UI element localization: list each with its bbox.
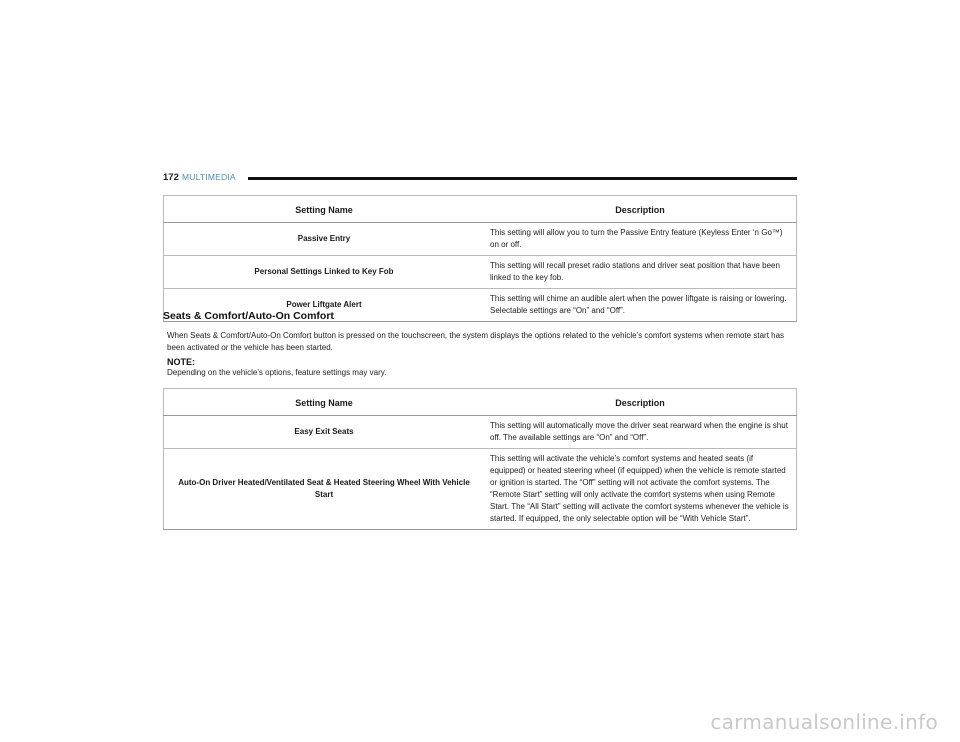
setting-name-cell: Passive Entry [164,223,485,256]
page-header [163,172,797,186]
page-number: 172 [163,172,179,183]
section-paragraph: When Seats & Comfort/Auto-On Comfort button is pressed on the touchscreen, the system displays the options related to the vehicle’s comfort systems when remote start has been activated or the vehicle has been started. [167,331,785,352]
note-text: Depending on the vehicle’s options, feature settings may vary. [167,368,387,377]
table-header-row [164,389,797,416]
table-header-row [164,196,797,223]
setting-name-cell: Power Liftgate Alert [164,289,485,322]
setting-name-cell: Easy Exit Seats [164,416,485,449]
table-row [164,223,797,256]
settings-table-2 [163,388,797,530]
setting-description-cell: This setting will chime an audible alert when the power liftgate is raising or lowering. Selectable settings are “On” and “Off”. [484,289,797,322]
watermark: carmanualsonline.info [710,710,938,734]
table-row [164,449,797,530]
column-header-description: Description [484,389,797,416]
table-row [164,256,797,289]
setting-description-cell: This setting will allow you to turn the Passive Entry feature (Keyless Enter ‘n Go™) on or off. [484,223,797,256]
settings-table-1 [163,195,797,322]
column-header-setting-name: Setting Name [164,196,485,223]
column-header-description: Description [484,196,797,223]
header-rule [248,177,797,180]
table-row [164,416,797,449]
setting-description-cell: This setting will automatically move the driver seat rearward when the engine is shut off. The available settings are “On” and “Off”. [484,416,797,449]
section-title: Seats & Comfort/Auto-On Comfort [163,310,334,322]
setting-name-cell: Personal Settings Linked to Key Fob [164,256,485,289]
section-header-label: MULTIMEDIA [182,172,236,182]
setting-description-cell: This setting will activate the vehicle’s comfort systems and heated seats (if equipped) or heated steering wheel (if equipped) when the vehicle is remote started or ignition is started. The “Off” setting will not activate the comfort systems. The “Remote Start” setting will only activate the comfort systems when using Remote Start. The “All Start” setting will activate the comfort systems whenever the vehicle is started. If equipped, the only selectable option will be “With Vehicle Start”. [484,449,797,530]
column-header-setting-name: Setting Name [164,389,485,416]
setting-name-cell: Auto-On Driver Heated/Ventilated Seat & Heated Steering Wheel With Vehicle Start [164,449,485,530]
setting-description-cell: This setting will recall preset radio stations and driver seat position that have been linked to the key fob. [484,256,797,289]
note-label: NOTE: [167,357,195,367]
